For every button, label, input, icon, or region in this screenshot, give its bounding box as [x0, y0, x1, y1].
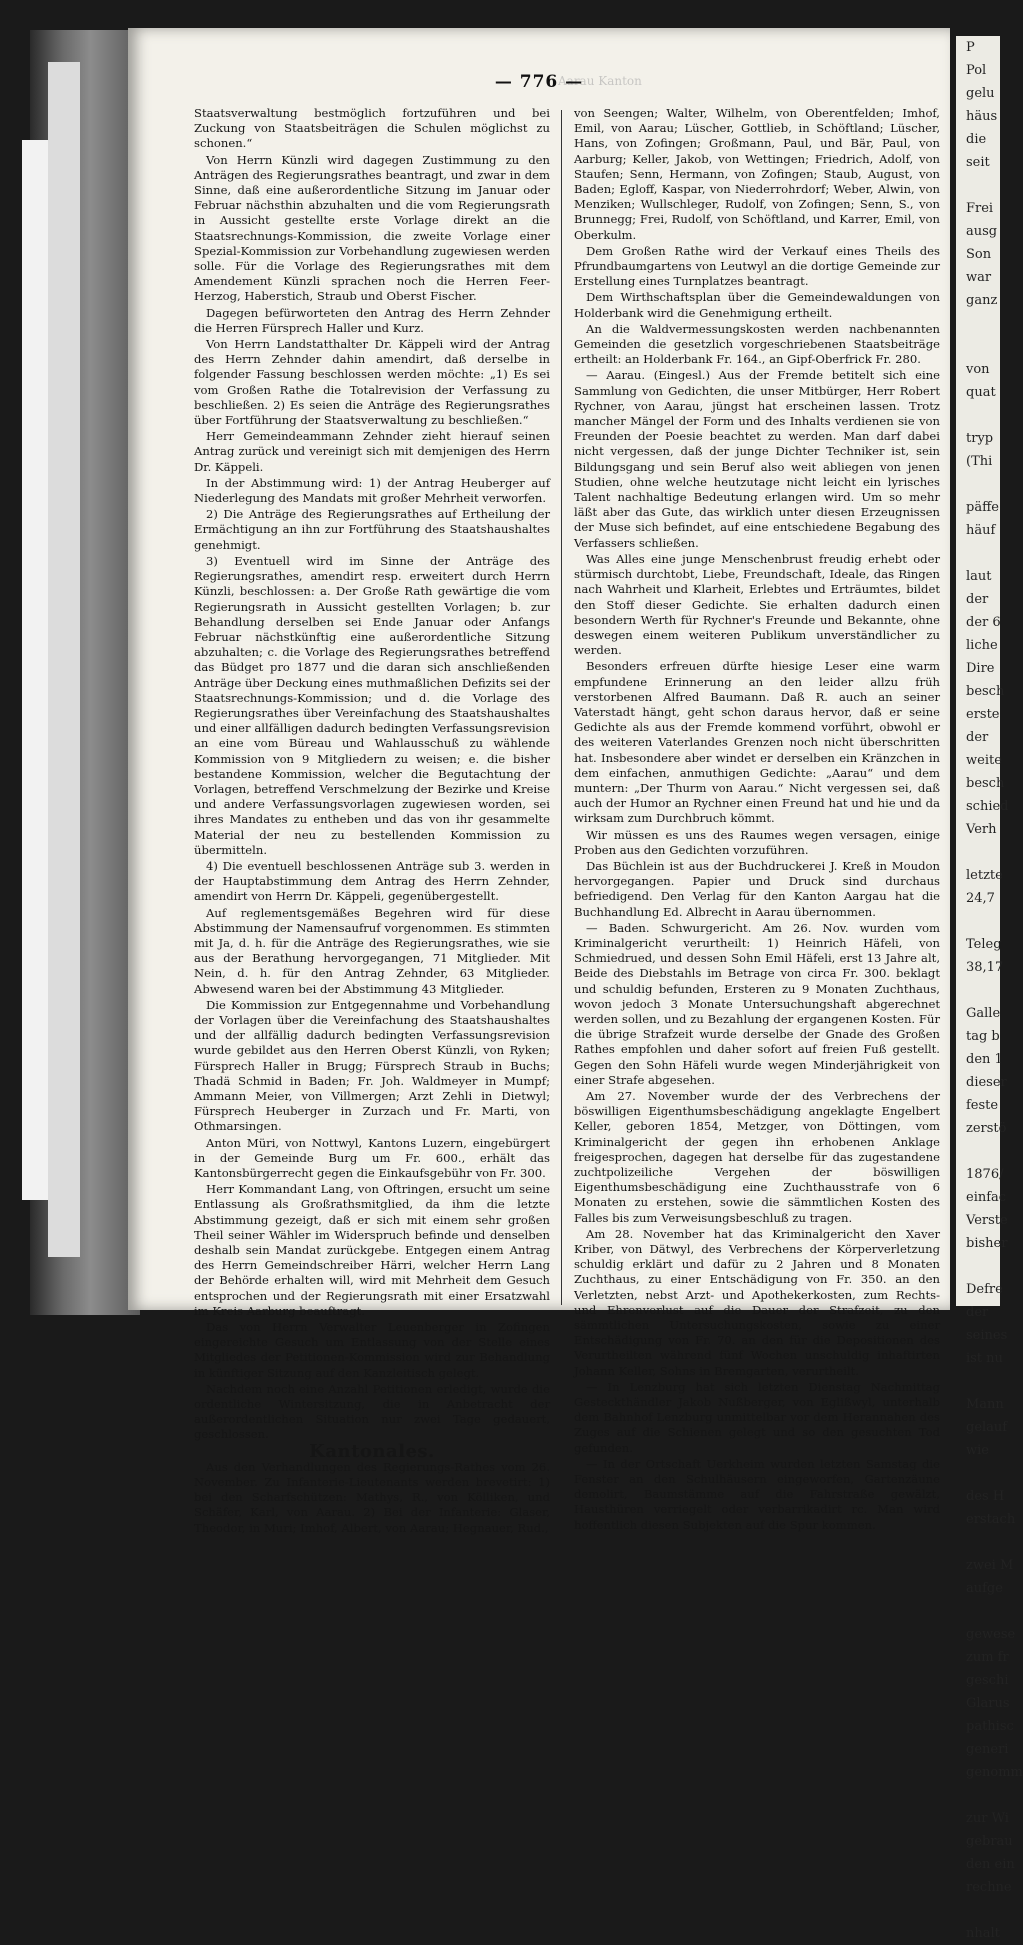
fragment-line: der 6 [966, 615, 1001, 630]
fragment-line: liche [966, 638, 998, 653]
fragment-line: erste [966, 707, 1000, 722]
fragment-line: Pol [966, 63, 987, 78]
fragment-line: genomm [966, 1765, 1023, 1780]
section-title: Kantonales. [309, 1440, 435, 1462]
fragment-line: (Thi [966, 454, 993, 469]
fragment-line: Son [966, 247, 992, 262]
fragment-line: die [966, 132, 987, 147]
fragment-line: gewese [966, 1627, 1016, 1642]
fragment-line: aufge [966, 1581, 1003, 1596]
fragment-line: ist nu [966, 1351, 1003, 1366]
fragment-line: Defre [966, 1282, 1003, 1297]
page-stack-edge [48, 62, 80, 1257]
paragraph: Von Herrn Landstatthalter Dr. Käppeli wird der Antrag des Herrn Zehnder dahin amendirt, daß derselbe in folgender Fassung beschlossen werden möchte: „1) Es sei vom Großen Rathe die Totalrevision der Verfassung zu beschließen. 2) Es seien die Anträge des Regierungsrathes über Fortführung der Staatsverwaltung zu beschließen.“ [194, 337, 550, 428]
fragment-line: laut [966, 569, 992, 584]
paragraph: Nachdem noch eine Anzahl Petitionen erledigt, wurde die ordentliche Wintersitzung, die in Anbetracht der außerordentlichen Situation nur zwei Tage gedauert, geschlossen. [194, 1381, 550, 1442]
fragment-line: Galle [966, 1006, 1001, 1021]
paragraph: 4) Die eventuell beschlossenen Anträge sub 3. werden in der Hauptabstimmung dem Antrag des Herrn Zehnder, amendirt von Herrn Dr. Käppeli, gegenübergestellt. [194, 858, 550, 904]
fragment-line: den ein [966, 1857, 1015, 1872]
fragment-line: häus [966, 109, 998, 124]
fragment-line: 1876/ [966, 1167, 1004, 1182]
fragment-line: zur Wi [966, 1811, 1009, 1826]
paragraph: — In der Ortschaft Uerkheim wurden letzten Samstag die Fenster an den Schulhäusern eingeworfen, Gartenzäune demolirt, Baumstämme auf die Fahrstraße gewälzt, Hausthüren verriegelt oder verbarrikadirt rc. Man wird hoffentlich diesen Subjekten auf die Spur kommen. [574, 1456, 940, 1532]
column-divider [561, 110, 562, 1305]
fragment-line: gelu [966, 86, 995, 101]
paragraph: Das Büchlein ist aus der Buchdruckerei J. Kreß in Moudon hervorgegangen. Papier und Druck sind durchaus befriedigend. Den Verlag für den Kanton Aargau hat die Buchhandlung Ed. Albrecht in Aarau übernommen. [574, 858, 940, 919]
fragment-line [956, 1600, 1000, 1623]
fragment-line [956, 473, 1000, 496]
fragment-line: Mann [966, 1397, 1004, 1412]
fragment-line [956, 1899, 1000, 1922]
fragment-line: des H [966, 1489, 1005, 1504]
paragraph: Auf reglementsgemäßes Begehren wird für diese Abstimmung der Namensaufruf vorgenommen. Es stimmten mit Ja, d. h. für die Anträge des Regierungsrathes, wie sie aus der Berathung hervorgegangen, 71 Mitglieder. Mit Nein, d. h. für den Antrag Zehnder, 63 Mitglieder. Abwesend waren bei der Abstimmung 43 Mitglieder. [194, 905, 550, 996]
fragment-line [956, 841, 1000, 864]
fragment-line: besch [966, 684, 1005, 699]
fragment-line: quat [966, 385, 996, 400]
fragment-line: einfac [966, 1190, 1007, 1205]
paragraph: 2) Die Anträge des Regierungsrathes auf Ertheilung der Ermächtigung an ihn zur Fortführung des Staatshaushaltes genehmigt. [194, 507, 550, 552]
fragment-line: tryp [966, 431, 994, 446]
fragment-line: gebrau [966, 1834, 1013, 1849]
fragment-line: generi [966, 1742, 1009, 1757]
fragment-line: Verste [966, 1213, 1008, 1228]
fragment-line: feste [966, 1098, 999, 1113]
fragment-line [956, 1255, 1000, 1278]
fragment-line: besch [966, 776, 1005, 791]
fragment-line: der [966, 730, 989, 745]
newspaper-page [128, 28, 950, 1535]
paragraph: Anton Müri, von Nottwyl, Kantons Luzern, eingebürgert in der Gemeinde Burg um Fr. 600., erhält das Kantonsbürgerrecht gegen die Einkaufsgebühr von Fr. 300. [194, 1135, 550, 1181]
paragraph: Staatsverwaltung bestmöglich fortzuführen und bei Zuckung von Staatsbeiträgen die Schulen möglichst zu schonen.“ [194, 106, 550, 151]
paragraph: Die Kommission zur Entgegennahme und Vorbehandlung der Vorlagen über die Vereinfachung des Staatshaushaltes und der allfällig dadurch bedingten Verfassungsrevision wurde gebildet aus den Herren Oberst Künzli, von Ryken; Fürsprech Haller in Brugg; Fürsprech Straub in Buchs; Thadä Schmid in Baden; Fr. Joh. Waldmeyer in Mumpf; Ammann Meier, von Villmergen; Arzt Zehli in Dietwyl; Fürsprech Heuberger in Zurzach und Fr. Marti, von Othmarsingen. [194, 997, 550, 1134]
paragraph: von Seengen; Walter, Wilhelm, von Oberentfelden; Imhof, Emil, von Aarau; Lüscher, Gottlieb, in Schöftland; Lüscher, Hans, von Zofingen; Großmann, Paul, und Bär, Paul, von Aarburg; Keller, Jakob, von Wettingen; Friedrich, Adolf, von Staufen; Senn, Hermann, von Zofingen; Staub, August, von Baden; Egloff, Kaspar, von Niederrohrdorf; Weber, Alwin, von Menziken; Wullschleger, Rudolf, von Zofingen; Senn, S., von Brunnegg; Frei, Rudolf, von Schöftland, und Karrer, Emil, von Oberkulm. [574, 106, 940, 242]
paragraph: An die Waldvermessungskosten werden nachbenannten Gemeinden die gesetzlich vorgeschriebenen Staatsbeiträge ertheilt: an Holderbank Fr. 164., an Gipf-Oberfrick Fr. 280. [574, 321, 940, 367]
paragraph: Dagegen befürworteten den Antrag des Herrn Zehnder die Herren Fürsprech Haller und Kurz. [194, 305, 550, 335]
paragraph: — In Lenzburg hat sich letzten Dienstag Nachmittag Gesteckthändler Jakob Nußberger, von Eglißwyl, unterhalb dem Bahnhof Lenzburg unmittelbar vor dem Herannahen des Zuges auf die Schienen gelegt und so den gesuchten Tod gefunden. [574, 1379, 940, 1455]
fragment-line: war [966, 270, 992, 285]
paragraph: Herr Gemeindeammann Zehnder zieht hierauf seinen Antrag zurück und vereinigt sich mit demjenigen des Herrn Dr. Käppeli. [194, 429, 550, 474]
paragraph: — Aarau. (Eingesl.) Aus der Fremde betitelt sich eine Sammlung von Gedichten, die unser Mitbürger, Herr Robert Rychner, von Aarau, jüngst hat erscheinen lassen. Trotz mancher Mängel der Form und des Inhalts verdienen sie von Freunden der Poesie beachtet zu werden. Man darf dabei nicht vergessen, daß der junge Dichter Techniker ist, sein Bildungsgang und sein Beruf also weit abliegen von jenen Studien, ohne welche heutzutage nicht leicht ein lyrisches Talent nachhaltige Bedeutung erlangen wird. Um so mehr läßt aber das Gute, das wirklich unter diesen Erzeugnissen der Muse sich befindet, auf eine entschiedene Begabung des Verfassers schließen. [574, 368, 940, 550]
paragraph: Am 27. November wurde der des Verbrechens der böswilligen Eigenthumsbeschädigung angeklagte Engelbert Keller, geboren 1854, Metzger, von Döttingen, vom Kriminalgericht der gegen ihn erhobenen Anklage freigesprochen, dagegen hat derselbe für das zugestandene zuchtpolizeiliche Vergehen der böswilligen Eigenthumsbeschädigung eine Zuchthausstrafe von 6 Monaten zu erstehen, sowie die sämmtlichen Kosten des Falles bis zum Verweisungsbeschluß zu tragen. [574, 1089, 940, 1225]
fragment-line [956, 312, 1000, 335]
fragment-line [956, 1140, 1000, 1163]
fragment-line: zum fr [966, 1650, 1009, 1665]
paragraph: Wir müssen es uns des Raumes wegen versagen, einige Proben aus den Gedichten vorzuführen. [574, 827, 940, 857]
paragraph: Das von Herrn Verwalter Leuenberger in Zofingen eingereichte Gesuch um Entlassung von der Stelle eines Mitgliedes der Petitionen-Kommission wird zur Behandlung in künftiger Sitzung auf den Kanzleitisch gelegt. [194, 1320, 550, 1380]
fragment-line [956, 1784, 1000, 1807]
fragment-line: Verh [966, 822, 997, 837]
adjacent-page-fragment [956, 36, 1023, 1941]
fragment-line: dieser [966, 1075, 1007, 1090]
fragment-line: ausg [966, 224, 998, 239]
fragment-line [956, 174, 1000, 197]
fragment-line: 24,7 [966, 891, 995, 906]
fragment-line: schied [966, 799, 1009, 814]
fragment-line: letzte [966, 868, 1003, 883]
fragment-line: erstach [966, 1512, 1016, 1527]
fragment-line: zwei M [966, 1558, 1014, 1573]
fragment-line [956, 1370, 1000, 1393]
paragraph: 3) Eventuell wird im Sinne der Anträge des Regierungsrathes, amendirt resp. erweitert durch Herrn Künzli, beschlossen: a. Der Große Rath gewärtige die vom Regierungsrath in Aussicht gestellten Vorlagen; b. zur Behandlung derselben sei Ende Januar oder Anfangs Februar nächstkünftig eine außerordentliche Sitzung abzuhalten; c. die Vorlage des Regierungsrathes betreffend das Büdget pro 1877 und die daran sich anschließenden Anträge über Deckung eines muthmaßlichen Defizits sei der Staatsrechnungs-Kommission; und d. die Vorlage des Regierungsrathes über Vereinfachung des Staatshaushaltes und einer allfälligen dadurch bedingten Verfassungsrevision an eine vom Büreau und Wahlausschuß zu wählende Kommission von 9 Mitgliedern zu weisen; e. die bisher bestandene Kommission, welcher die Begutachtung der Vorlagen, betreffend Verschmelzung der Bezirke und Kreise und andere Verfassungsvorlagen zugewiesen worden, sei ihres Mandates zu entheben und das von ihr gesammelte Material der neu zu bestellenden Kommission zu übermitteln. [194, 553, 550, 857]
fragment-line: Teleg [966, 937, 1002, 952]
fragment-line: von [966, 362, 990, 377]
fragment-line [956, 910, 1000, 933]
fragment-line: gelauf [966, 1420, 1008, 1435]
fragment-line: 38,17 [966, 960, 1004, 975]
fragment-line: pathisc [966, 1719, 1014, 1734]
fragment-line: tag b [966, 1029, 1000, 1044]
paragraph: Aus den Verhandlungen des Regierungs-Rathes vom 26. November. Zu Infanterie-Lieutenants werden brevetirt: 1) bei den Scharfschützen: Mathys, R., von Kölliken, und Schäfer, Karl, von Aarau. 2) Bei der Infanterie: Glaser, Theodor, in Muri; Imhof, Albert, von Aarau; Hegnauer, Rud., [194, 1459, 550, 1535]
paragraph: — Baden. Schwurgericht. Am 26. Nov. wurden vom Kriminalgericht verurtheilt: 1) Heinrich Häfeli, von Schmiedrued, und dessen Sohn Emil Häfeli, erst 13 Jahre alt, Beide des Diebstahls im Betrage von circa Fr. 300. beklagt und schuldig befunden, Ersteren zu 9 Monaten Zuchthaus, wovon jedoch 3 Monate Untersuchungshaft abgerechnet werden sollen, und zu Bezahlung der ergangenen Kosten. Für die übrige Strafzeit wurde derselbe der Gnade des Großen Rathes empfohlen und daher sofort auf freien Fuß gestellt. Gegen den Sohn Häfeli wurde wegen Minderjährigkeit von einer Strafe abgesehen. [574, 920, 940, 1087]
page-number: — 776 — [494, 72, 584, 92]
fragment-line: den 1 [966, 1052, 1003, 1067]
fragment-line: Frei [966, 201, 994, 216]
fragment-line: ganz [966, 293, 998, 308]
paragraph: Dem Großen Rathe wird der Verkauf eines Theils des Pfrundbaumgartens von Leutwyl an die dortige Gemeinde zur Erstellung eines Turnplatzes beantragt. [574, 243, 940, 289]
fragment-line: P [966, 40, 975, 55]
paper-strip [22, 140, 50, 1200]
fragment-line: der [966, 592, 989, 607]
page-header [128, 72, 950, 92]
left-column [194, 106, 550, 1537]
bleed-through-text: Aarau Kanton [558, 74, 642, 88]
fragment-line [956, 1531, 1000, 1554]
paragraph: Was Alles eine junge Menschenbrust freudig erhebt oder stürmisch durchtobt, Liebe, Freundschaft, Ideale, das Ringen nach Wahrheit und Klarheit, Erlebtes und Erträumtes, bildet den Stoff dieser Gedichte. Sie erhalten dadurch einen besondern Werth für Rychner's Freunde und Bekannte, ohne deswegen einem weiteren Publikum unverständlicher zu werden. [574, 551, 940, 658]
fragment-line [956, 542, 1000, 565]
paragraph: In der Abstimmung wird: 1) der Antrag Heuberger auf Niederlegung des Mandats mit großer Mehrheit verworfen. [194, 475, 550, 506]
fragment-line: Glarus [966, 1696, 1010, 1711]
fragment-line [956, 1462, 1000, 1485]
fragment-line: päffe [966, 500, 1000, 515]
fragment-line: Dire [966, 661, 995, 676]
fragment-line: nhalt [966, 1926, 1000, 1941]
paragraph: Besonders erfreuen dürfte hiesige Leser eine warm empfundene Erinnerung an den leider allzu früh verstorbenen Alfred Baumann. Daß R. auch an seiner Vaterstadt hängt, geht schon daraus hervor, daß er seine Gedichte als aus der Fremde kommend vorführt, obwohl er des weiteren Vaterlandes Grenzen noch nicht überschritten hat. Insbesondere aber windet er derselben ein Kränzchen in dem einfachen, anmuthigen Gedichte: „Aarau“ und dem muntern: „Der Thurm von Aarau.“ Nicht vergessen sei, daß auch der Humor an Rychner einen Freund hat und hie und da wirksam zum Durchbruch kömmt. [574, 659, 940, 826]
right-column [574, 106, 940, 1534]
fragment-line: seit [966, 155, 990, 170]
fragment-line: seines [966, 1328, 1008, 1343]
paragraph: Am 28. November hat das Kriminalgericht den Xaver Kriber, von Dätwyl, des Verbrechens der Körperverletzung schuldig erklärt und dafür zu 2 Jahren und 8 Monaten Zuchthaus, zu einer Entschädigung von Fr. 350. an den Verletzten, nebst Arzt- und Apothekerkosten, zum Rechts- und Ehrenverlust auf die Dauer der Strafzeit, zu den sämmtlichen Untersuchungskosten, sowie zu einer Entschädigung von Fr. 70. an den für die Depositionen des Verurtheilten während fünf Wochen unschuldig inhaftirten Johann Keller, Sohns in Bremgarten, verurtheilt. [574, 1226, 940, 1378]
paragraph: Dem Wirthschaftsplan über die Gemeindewaldungen von Holderbank wird die Genehmigung ertheilt. [574, 290, 940, 320]
fragment-line: häuf [966, 523, 996, 538]
fragment-line: rechne [966, 1880, 1012, 1895]
paragraph: Von Herrn Künzli wird dagegen Zustimmung zu den Anträgen des Regierungsrathes beantragt, und zwar in dem Sinne, daß eine außerordentliche Sitzung im Januar oder Februar nächsthin abzuhalten und die vom Regierungsrath in Aussicht gestellte erste Vorlage direkt an die Staatsrechnungs-Kommission, die zweite Vorlage einer Spezial-Kommission zur Vorbehandlung zugewiesen werden solle. Für die Vorlage des Regierungsrathes mit dem Amendement Künzli sprachen noch die Herren Feer-Herzog, Haberstich, Straub und Oberst Fischer. [194, 152, 550, 304]
fragment-line [956, 979, 1000, 1002]
fragment-line: der [966, 1305, 989, 1320]
fragment-line: weite [966, 753, 1002, 768]
fragment-line: zerstö [966, 1121, 1007, 1136]
fragment-line: geschi [966, 1673, 1009, 1688]
paragraph: Herr Kommandant Lang, von Oftringen, ersucht um seine Entlassung als Großrathsmitglied, da ihm die letzte Abstimmung gezeigt, daß er sich mit einem sehr großen Theil seiner Wähler im Widerspruch befinde und denselben deshalb sein Mandat zurückgebe. Entgegen einem Antrag des Herrn Gemeindschreiber Härri, welcher Herrn Lang der Behörde erhalten will, wird mit Mehrheit dem Gesuch entsprochen und der Regierungsrath mit einer Ersatzwahl im Kreis Aarburg beauftragt. [194, 1182, 550, 1318]
fragment-line: wie [966, 1443, 989, 1458]
fragment-line [956, 335, 1000, 358]
fragment-line [956, 404, 1000, 427]
fragment-line: bisher [966, 1236, 1008, 1251]
